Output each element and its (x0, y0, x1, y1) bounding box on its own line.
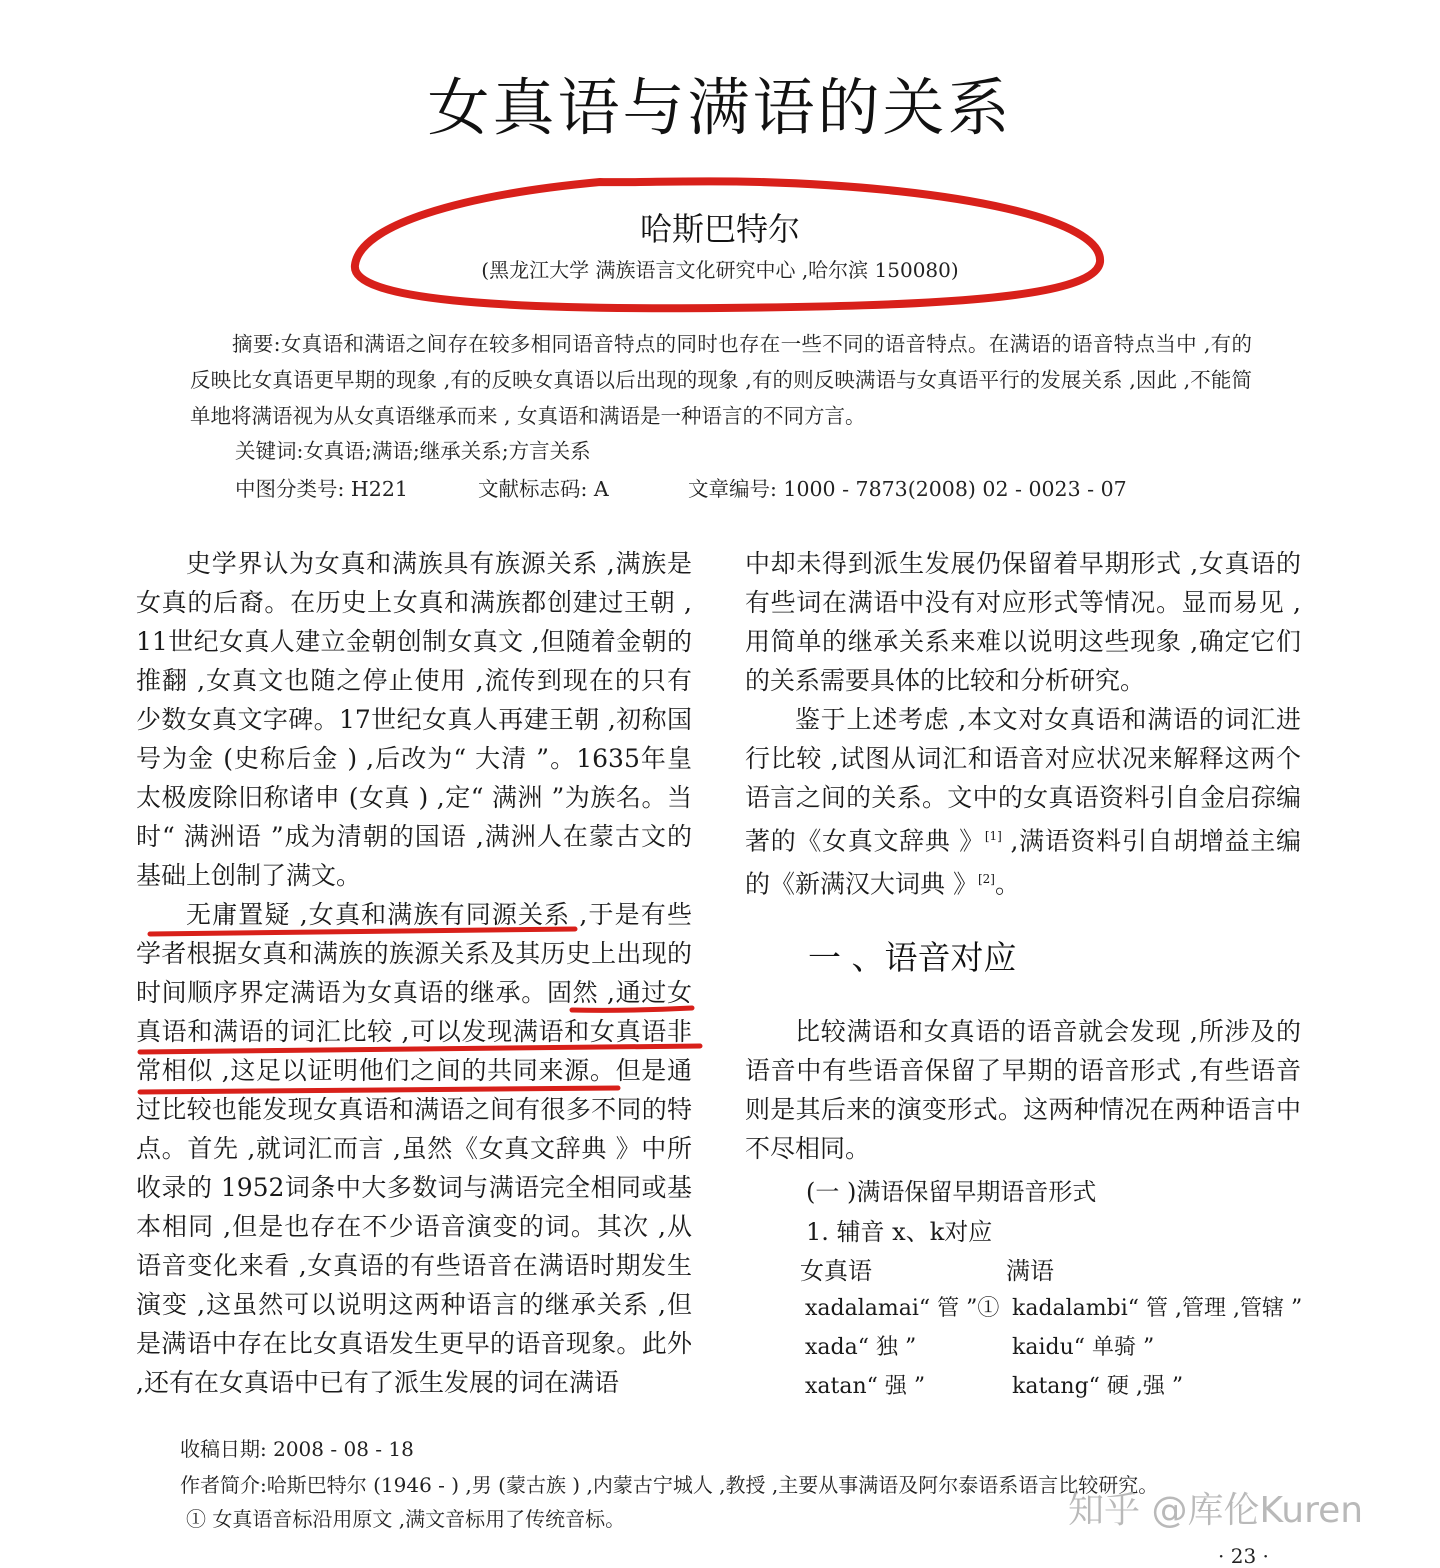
underlined-text-1: 无庸置疑 ,女真和满族有同源关系 (186, 900, 571, 929)
table-header-manchu: 满语 (1006, 1257, 1054, 1285)
right-paragraph-2: 鉴于上述考虑 ,本文对女真语和满语的词汇进行比较 ,试图从词汇和语音对应状况来解释这两个语言之间的关系。文中的女真语资料引自金启孮编著的《女真文辞典 》[1] ,满语资料引自胡增益主编的《新满汉大词典 》[2]。 (745, 705, 1301, 899)
left-paragraph-1: 史学界认为女真和满族具有族源关系 ,满族是女真的后裔。在历史上女真和满族都创建过王朝 , 11世纪女真人建立金朝创制女真文 ,但随着金朝的推翻 ,女真文也随之停止使用 ,流传到现在的只有少数女真文字碑。17世纪女真人再建王朝 ,初称国号为金 (史称后金 ) ,后改为“ 大清 ”。1635年皇太极废除旧称诸申 (女真 ) ,定“ 满洲 ”为族名。当时“ 满洲语 ”成为清朝的国语 ,满洲人在蒙古文的基础上创制了满文。 (136, 549, 692, 890)
author-name: 哈斯巴特尔 (639, 210, 800, 248)
article-number: 文章编号: 1000 - 7873(2008) 02 - 0023 - 07 (688, 477, 1127, 501)
right-paragraph-3: 比较满语和女真语的语音就会发现 ,所涉及的语音中有些语音保留了早期的语音形式 ,有些语音则是其后来的演变形式。这两种情况在两种语言中不尽相同。 (745, 1017, 1301, 1163)
table-row-1-manchu: kadalambi“ 管 ,管理 ,管辖 ” (1012, 1296, 1303, 1321)
page-number: · 23 · (1218, 1544, 1269, 1568)
footnote: ① 女真语音标沿用原文 ,满文音标用了传统音标。 (186, 1507, 626, 1531)
watermark: 知乎 @库伦Kuren (1068, 1490, 1364, 1531)
classification-number: 中图分类号: H221 (235, 477, 408, 501)
author-affiliation: (黑龙江大学 满族语言文化研究中心 ,哈尔滨 150080) (481, 258, 959, 282)
document-code: 文献标志码: A (478, 477, 609, 501)
right-paragraph-1: 中却未得到派生发展仍保留着早期形式 ,女真语的有些词在满语中没有对应形式等情况。显而易见 ,用简单的继承关系来难以说明这些现象 ,确定它们的关系需要具体的比较和分析研究。 (745, 549, 1301, 695)
table-row-2-manchu: kaidu“ 单骑 ” (1012, 1335, 1155, 1360)
left-paragraph-2: 无庸置疑 ,女真和满族有同源关系 ,于是有些学者根据女真和满族的族源关系及其历史上出现的时间顺序界定满语为女真语的继承。固然 ,通过女真语和满语的词汇比较 ,可以发现满语和女真语非常相似 ,这足以证明他们之间的共同来源。但是通过比较也能发现女真语和满语之间有很多不同的特点。首先 ,就词汇而言 ,虽然《女真文辞典 》中所收录的 1952词条中大多数词与满语完全相同或基本相同 ,但是也存在不少语音演变的词。其次 ,从语音变化来看 ,女真语的有些语音在满语时期发生演变 ,这虽然可以说明这两种语言的继承关系 ,但是满语中存在比女真语发生更早的语音现象。此外 ,还有在女真语中已有了派生发展的词在满语 (136, 900, 692, 1397)
section-heading: 一 、语音对应 (808, 938, 1017, 977)
author-bio: 作者简介:哈斯巴特尔 (1946 - ) ,男 (蒙古族 ) ,内蒙古宁城人 ,教授 ,主要从事满语及阿尔泰语系语言比较研究。 (180, 1473, 1159, 1497)
table-row-3-manchu: katang“ 硬 ,强 ” (1012, 1374, 1184, 1399)
citation-1: [1] (984, 829, 1002, 843)
citation-2: [2] (977, 872, 995, 887)
subsection-heading: (一 )满语保留早期语音形式 (806, 1178, 1097, 1206)
abstract-text: 摘要:女真语和满语之间存在较多相同语音特点的同时也存在一些不同的语音特点。在满语的语音特点当中 ,有的反映比女真语更早期的现象 ,有的反映女真语以后出现的现象 ,有的则反映满语与女真语平行的发展关系 ,因此 ,不能简单地将满语视为从女真语继承而来 , 女真语和满语是一种语言的不同方言。 (190, 332, 1252, 428)
table-header-jurchen: 女真语 (800, 1257, 872, 1285)
underlined-text-2: 固然 ,通过女真语和满语的词汇比较 ,可以发现满语和女真语非常相似 ,这足以证明他们之间的共同来源 (136, 978, 692, 1085)
table-row-2-jurchen: xada“ 独 ” (805, 1335, 917, 1360)
table-row-1-jurchen: xadalamai“ 管 ”① (805, 1296, 1000, 1321)
received-date: 收稿日期: 2008 - 08 - 18 (180, 1437, 414, 1461)
table-row-3-jurchen: xatan“ 强 ” (805, 1374, 926, 1399)
right-column-bottom (745, 1012, 1301, 1168)
right-column-top (745, 544, 1301, 904)
paper-title: 女真语与满语的关系 (427, 71, 1013, 144)
subsubsection-heading: 1. 辅音 x、k对应 (806, 1218, 993, 1246)
keywords: 关键词:女真语;满语;继承关系;方言关系 (235, 439, 591, 463)
